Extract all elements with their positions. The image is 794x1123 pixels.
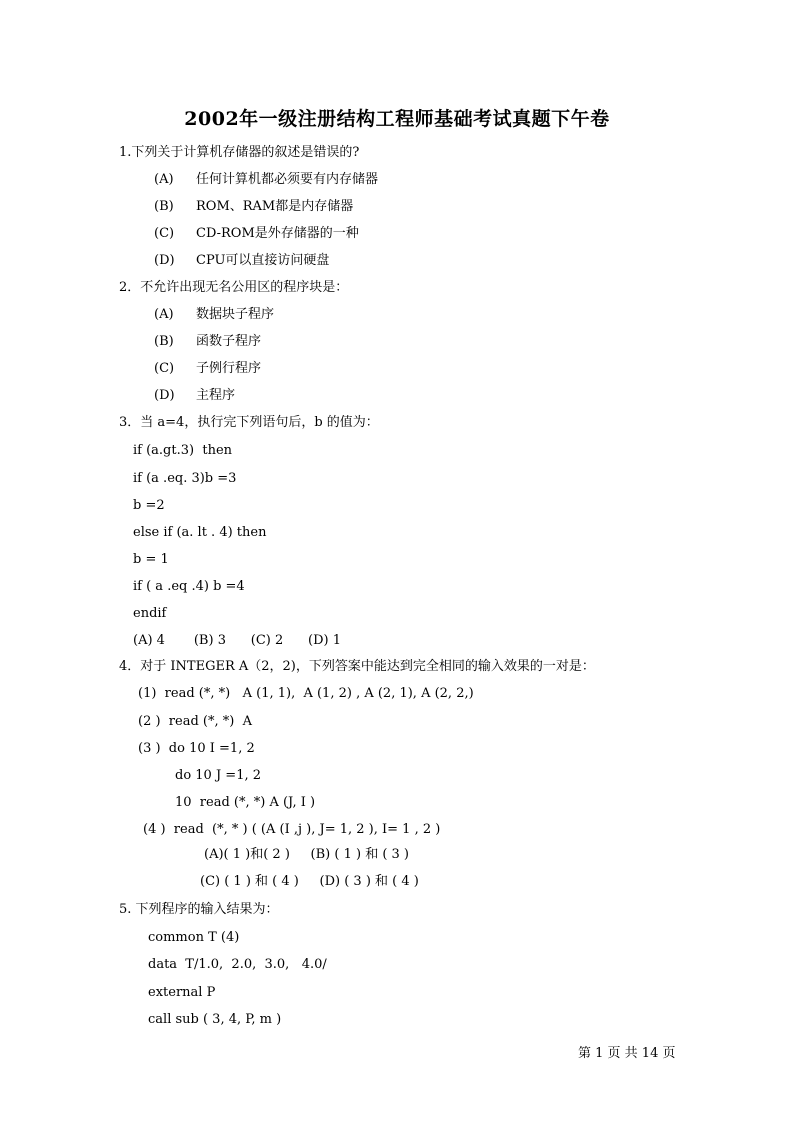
- option-text: CPU可以直接访问硬盘: [196, 253, 330, 268]
- page-title: 2002年一级注册结构工程师基础考试真题下午卷: [184, 108, 610, 130]
- option-letter: (B): [154, 334, 174, 349]
- option-text: 主程序: [196, 388, 236, 403]
- option-text: 数据块子程序: [196, 307, 275, 322]
- question-2-stem: 2．不允许出现无名公用区的程序块是：: [119, 280, 349, 295]
- question-4-choices: (A)( 1 )和( 2 ) (B) ( 1 ) 和 ( 3 ): [204, 847, 410, 862]
- question-4-line: 10 read (*, *) A (J, I ): [175, 795, 316, 810]
- code-line: if (a .eq. 3)b =3: [133, 471, 237, 486]
- code-line: common T (4): [148, 930, 240, 945]
- option-letter: (D): [154, 253, 175, 268]
- option-letter: (A): [154, 307, 174, 322]
- question-4-line: do 10 J =1, 2: [175, 768, 261, 783]
- code-line: call sub ( 3, 4, P, m ): [148, 1012, 282, 1027]
- question-2-option-d: [154, 388, 235, 404]
- option-text: CD-ROM是外存储器的一种: [196, 226, 359, 241]
- option-text: ROM、RAM都是内存储器: [196, 199, 354, 214]
- question-1-stem: 1.下列关于计算机存储器的叙述是错误的?: [119, 145, 360, 160]
- question-4-line: (1) read (*, *) A (1, 1), A (1, 2) , A (2, 1), A (2, 2,): [138, 686, 474, 701]
- question-4-line: (3 ) do 10 I =1, 2: [138, 741, 255, 756]
- question-2-option-a: [154, 307, 274, 323]
- option-letter: (D): [154, 388, 175, 403]
- code-line: b =2: [133, 498, 165, 513]
- code-line: data T/1.0, 2.0, 3.0, 4.0/: [148, 957, 327, 972]
- question-1-option-b: [154, 199, 353, 215]
- question-1-option-d: [154, 253, 329, 269]
- option-text: 函数子程序: [196, 334, 262, 349]
- code-line: endif: [133, 606, 167, 621]
- code-line: if (a.gt.3) then: [133, 443, 233, 458]
- option-letter: (B): [154, 199, 174, 214]
- page-number: 第 1 页 共 14 页: [578, 1046, 676, 1061]
- code-line: if ( a .eq .4) b =4: [133, 579, 245, 594]
- question-3-answers: (A) 4 (B) 3 (C) 2 (D) 1: [133, 633, 342, 648]
- code-line: external P: [148, 985, 216, 1000]
- option-text: 任何计算机都必须要有内存储器: [196, 172, 379, 187]
- option-letter: (C): [154, 361, 175, 376]
- question-2-option-c: [154, 361, 261, 377]
- question-4-choices: (C) ( 1 ) 和 ( 4 ) (D) ( 3 ) 和 ( 4 ): [200, 874, 419, 889]
- option-text: 子例行程序: [196, 361, 262, 376]
- question-1-option-c: [154, 226, 359, 242]
- question-5-stem: 5. 下列程序的输入结果为：: [119, 902, 279, 917]
- question-4-stem: 4．对于 INTEGER A（2，2)，下列答案中能达到完全相同的输入效果的一对是：: [119, 659, 595, 674]
- question-4-line: (2 ) read (*, *) A: [138, 714, 252, 729]
- question-4-line: (4 ) read (*, * ) ( (A (I ,j ), J= 1, 2 ), I= 1 , 2 ): [143, 822, 441, 837]
- question-1-option-a: [154, 172, 378, 188]
- question-2-option-b: [154, 334, 261, 350]
- option-letter: (A): [154, 172, 174, 187]
- option-letter: (C): [154, 226, 175, 241]
- question-3-stem: 3．当 a=4，执行完下列语句后，b 的值为：: [119, 415, 379, 430]
- code-line: b = 1: [133, 552, 169, 567]
- code-line: else if (a. lt . 4) then: [133, 525, 267, 540]
